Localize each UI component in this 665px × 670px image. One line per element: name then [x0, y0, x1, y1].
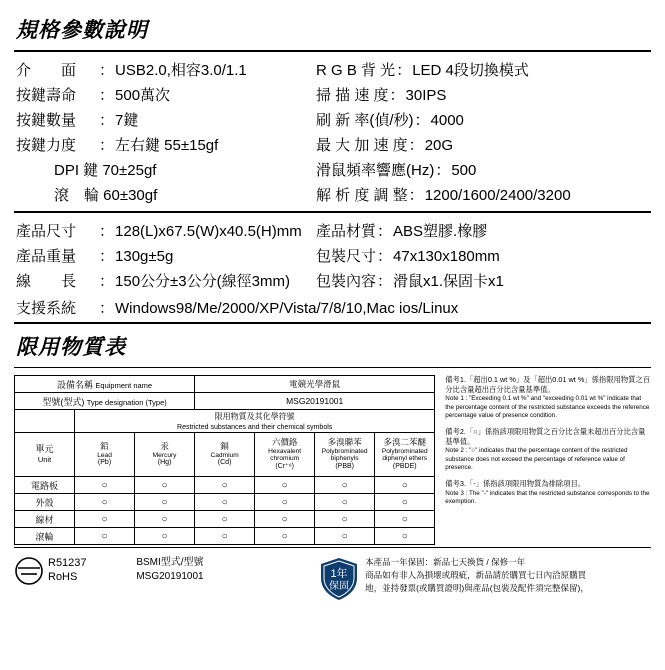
cell-mark: ○	[255, 511, 315, 528]
equipment-name-label-cn: 設備名稱	[57, 379, 94, 390]
substance-header-lead: 鉛 Lead (Pb)	[75, 433, 135, 477]
type-label-en: Type designation (Type)	[86, 397, 167, 407]
divider	[14, 367, 651, 368]
note-3	[445, 479, 651, 506]
cell-mark: ○	[315, 528, 375, 545]
cell-mark: ○	[375, 511, 435, 528]
row-label-pcb: 電路板	[15, 477, 75, 494]
type-label-cn: 型號(型式)	[42, 396, 85, 407]
restricted-header-cn: 限用物質及其化學符號	[214, 412, 295, 421]
type-designation-label	[15, 393, 195, 410]
spec-row: 刷 新 率(偵/秒) ： 4000	[316, 109, 651, 130]
table-row	[15, 410, 435, 433]
spec-label: 包裝尺寸	[316, 248, 377, 265]
rohs-logo-group	[14, 556, 132, 586]
table-row	[15, 376, 435, 393]
rohs-icon	[14, 556, 44, 586]
spec-row: 包裝尺寸 ： 47x130x180mm	[316, 245, 651, 266]
spec-value: 47x130x180mm	[393, 248, 500, 265]
equipment-name-value: 電競光學滑鼠	[195, 376, 435, 393]
spec-label: 掃 描 速 度	[316, 87, 389, 104]
spec-row: 滑鼠頻率響應(Hz) ： 500	[316, 159, 651, 180]
spec-value: 滾 輪 60±30gf	[54, 187, 158, 204]
equipment-name-label	[15, 376, 195, 393]
warranty-badge	[314, 556, 365, 602]
spec-label: 介 面	[16, 62, 77, 79]
rohs-label: RoHS	[48, 571, 78, 583]
spec-row: 包裝內容 ： 滑鼠x1.保固卡x1	[316, 270, 651, 291]
spec-value: 7鍵	[115, 112, 139, 129]
spec-value: 128(L)x67.5(W)x40.5(H)mm	[115, 223, 302, 240]
divider	[14, 50, 651, 52]
cell-mark: ○	[315, 477, 375, 494]
cell-mark: ○	[195, 528, 255, 545]
table-row	[15, 494, 435, 511]
cell-mark: ○	[75, 528, 135, 545]
unit-label-en: Unit	[37, 455, 52, 465]
spec-row: 按鍵壽命 ： 500萬次	[16, 84, 316, 105]
spec-label: 按鍵壽命	[16, 87, 77, 104]
spec-label: 包裝內容	[316, 273, 377, 290]
spec-table-2	[16, 220, 651, 291]
spec-value: 左右鍵 55±15gf	[115, 137, 219, 154]
substance-header-chromium: 六價鉻 Hexavalent chromium (Cr⁺⁶)	[255, 433, 315, 477]
spec-label: 產品重量	[16, 248, 77, 265]
row-label-shell: 外殼	[15, 494, 75, 511]
rohs-id-number: R51237	[48, 557, 87, 570]
spec-value: 150公分±3公分(線徑3mm)	[115, 273, 290, 290]
spec-row: 產品材質 ： ABS塑膠.橡膠	[316, 220, 651, 241]
spec-row: 產品重量 ： 130g±5g	[16, 245, 316, 266]
note-3-cn: 備考3.「-」係指該項限用物質為排除項目。	[445, 479, 586, 489]
cell-mark: ○	[315, 494, 375, 511]
table-row	[15, 511, 435, 528]
note-1	[445, 375, 651, 420]
spec-value: 1200/1600/2400/3200	[424, 187, 571, 204]
spec-value: 500	[451, 162, 477, 179]
divider	[14, 322, 651, 324]
row-label-cable: 線材	[15, 511, 75, 528]
rohs-notes	[441, 375, 651, 545]
divider	[14, 547, 651, 548]
cell-mark: ○	[135, 511, 195, 528]
cell-mark: ○	[375, 477, 435, 494]
table-row	[15, 477, 435, 494]
cell-mark: ○	[255, 528, 315, 545]
spec-value: ABS塑膠.橡膠	[393, 223, 488, 240]
rohs-block	[14, 375, 651, 545]
cell-mark: ○	[195, 511, 255, 528]
spec-label: 刷 新 率(偵/秒)	[316, 112, 414, 129]
spec-value: 30IPS	[405, 87, 447, 104]
spec-value: USB2.0,相容3.0/1.1	[115, 62, 247, 79]
substance-header-mercury: 汞 Mercury (Hg)	[135, 433, 195, 477]
bsmi-value: MSG20191001	[136, 570, 204, 582]
spec-value: DPI 鍵 70±25gf	[54, 162, 157, 179]
substance-header-cadmium: 鎘 Cadmium (Cd)	[195, 433, 255, 477]
unit-label-cn: 單元	[35, 444, 54, 455]
note-2-en: Note 2 : "○" indicates that the percentage content of the restricted substance does not exceed the percentage of reference value of presence.	[445, 447, 628, 471]
substance-header-pbb: 多溴聯苯 Polybrominated biphenyls (PBB)	[315, 433, 375, 477]
table-row	[15, 528, 435, 545]
page-title: 規格參數說明	[16, 19, 148, 42]
note-1-en: Note 1 : "Exceeding 0.1 wt %" and "exceeding 0.01 wt %" indicate that the percentage content of the restricted substance exceeds the reference percentage value of presence condition.	[445, 395, 650, 419]
spec-row: 按鍵力度 ： 左右鍵 55±15gf	[16, 134, 316, 155]
footer	[14, 556, 651, 602]
support-os-label: 支援系統	[16, 300, 77, 317]
support-os-value: Windows98/Me/2000/XP/Vista/7/8/10,Mac ios/Linux	[115, 300, 459, 317]
bsmi-block	[136, 556, 313, 583]
spec-value: 4000	[430, 112, 464, 129]
note-2	[445, 427, 651, 472]
spec-label: 按鍵數量	[16, 112, 77, 129]
spec-value: 滑鼠x1.保固卡x1	[393, 273, 504, 290]
spec-value: 500萬次	[115, 87, 171, 104]
cell-mark: ○	[375, 494, 435, 511]
cell-mark: ○	[135, 528, 195, 545]
legal-text	[365, 556, 651, 594]
note-3-en: Note 3 : The "-" indicates that the restricted substance corresponds to the exemption.	[445, 489, 650, 506]
cell-mark: ○	[195, 494, 255, 511]
svg-text:保固: 保固	[329, 581, 350, 592]
cell-mark: ○	[375, 528, 435, 545]
cell-mark: ○	[75, 477, 135, 494]
spec-row	[16, 159, 316, 180]
legal-line-3: 地，並持發票(或購買證明)與產品(包裝及配件須完整保留)，	[365, 582, 589, 593]
spec-row: R G B 背 光 ： LED 4段切換模式	[316, 59, 651, 80]
spec-label: 產品尺寸	[16, 223, 77, 240]
cell-mark: ○	[255, 494, 315, 511]
spec-row: 產品尺寸 ： 128(L)x67.5(W)x40.5(H)mm	[16, 220, 316, 241]
spec-label: 線 長	[16, 273, 77, 290]
spec-value: LED 4段切換模式	[412, 62, 529, 79]
support-os-row: 支援系統 ：Windows98/Me/2000/XP/Vista/7/8/10,Mac ios/Linux	[16, 297, 651, 318]
spec-row: 解 析 度 調 整 ： 1200/1600/2400/3200	[316, 184, 651, 205]
cell-mark: ○	[255, 477, 315, 494]
spec-row: 按鍵數量 ： 7鍵	[16, 109, 316, 130]
spec-label: 最 大 加 速 度	[316, 137, 408, 154]
cell-mark: ○	[75, 494, 135, 511]
cell-mark: ○	[75, 511, 135, 528]
note-2-cn: 備考2.「○」係指該項限用物質之百分比含量未超出百分比含量基準值。	[445, 427, 646, 446]
note-1-cn: 備考1.「超出0.1 wt %」及「超出0.01 wt %」係指限用物質之百分比含量超出百分比含量基準值。	[445, 375, 651, 394]
spec-label: R G B 背 光	[316, 62, 396, 79]
legal-line-1: 本產品一年保固：新品七天換貨 / 保修一年	[365, 557, 526, 567]
spec-row: 掃 描 速 度 ： 30IPS	[316, 84, 651, 105]
cell-mark: ○	[195, 477, 255, 494]
divider	[14, 211, 651, 213]
substance-header-pbde: 多溴二苯醚 Polybrominated diphenyl ethers (PBDE)	[375, 433, 435, 477]
spec-label: 解 析 度 調 整	[316, 187, 408, 204]
spec-row: 最 大 加 速 度 ： 20G	[316, 134, 651, 155]
spec-row	[16, 184, 316, 205]
unit-header	[15, 433, 75, 477]
spec-label: 按鍵力度	[16, 137, 77, 154]
svg-text:1年: 1年	[330, 568, 348, 580]
cell-mark: ○	[135, 477, 195, 494]
spec-value: 130g±5g	[115, 248, 174, 265]
spec-label: 產品材質	[316, 223, 377, 240]
rohs-section-title: 限用物質表	[16, 336, 126, 359]
legal-line-2: 商品如有非人為損壞或瑕疵，新品請於購買七日內洽原購買	[365, 569, 587, 580]
spec-table	[16, 59, 651, 205]
bsmi-label: BSMI型式/型號	[136, 557, 204, 568]
row-label-wheel: 滾輪	[15, 528, 75, 545]
restricted-header-en: Restricted substances and their chemical symbols	[177, 424, 333, 431]
spacer-cell	[15, 410, 75, 433]
spec-row: 線 長 ： 150公分±3公分(線徑3mm)	[16, 270, 316, 291]
restricted-substances-header	[75, 410, 435, 433]
spec-row: 介 面 ： USB2.0,相容3.0/1.1	[16, 59, 316, 80]
rohs-id-block	[48, 557, 87, 585]
cell-mark: ○	[315, 511, 375, 528]
spec-label: 滑鼠頻率響應(Hz)	[316, 162, 435, 179]
cell-mark: ○	[135, 494, 195, 511]
table-row	[15, 393, 435, 410]
table-row	[15, 433, 435, 477]
spec-value: 20G	[424, 137, 454, 154]
type-designation-value: MSG20191001	[195, 393, 435, 410]
equipment-name-label-en: Equipment name	[95, 380, 153, 390]
rohs-table	[14, 375, 435, 545]
